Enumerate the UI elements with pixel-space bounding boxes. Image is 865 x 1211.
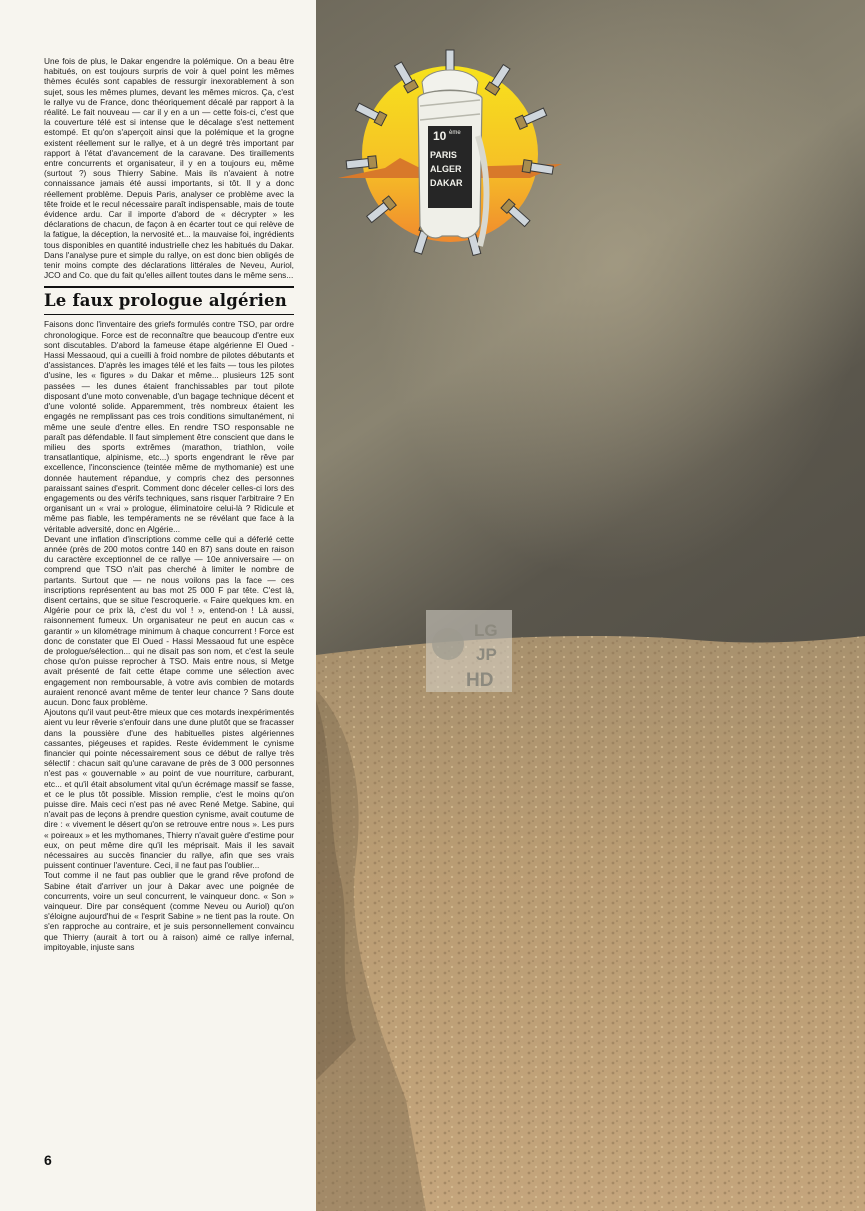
logo-superscript: ème [449, 130, 461, 136]
logo-line-paris: PARIS [430, 150, 457, 160]
logo-number: 10 [433, 129, 447, 143]
watermark-line-3: HD [466, 670, 494, 691]
watermark-line-2: JP [476, 645, 497, 664]
body-paragraph-4: Tout comme il ne faut pas oublier que le grand rêve profond de Sabine était d'arriver un jour à Dakar avec une poignée de concurrents, voire un seul concurrent, le vainqueur donc. « Son » vainqueur. Dire par conséquent (comme Neveu ou Auriol) qu'on s'éloigne aujourd'hui de « l'esprit Sabine » ne tient pas la route. On s'en rapproche au contraire, et je suis personnellement convaincu que Thierry (aurait à tort ou à raison) aimé ce rallye infernal, impitoyable, injuste sans [44, 870, 294, 952]
watermark-line-1: LG [474, 621, 498, 640]
logo-line-dakar: DAKAR [430, 178, 463, 188]
body-paragraph-1: Faisons donc l'inventaire des griefs formulés contre TSO, par ordre chronologique. Force est de reconnaître que beaucoup d'entre eux sont discutables. D'abord la fameuse étape algérienne El Oued - Hassi Messaoud, qui a cueilli à froid nombre de pilotes débutants et d'assistances. D'après les images télé et les faits — tous les pilotes d'usine, les « figures » du Dakar et même... plusieurs 125 sont passées — les dunes étaient franchissables par tout pilote disposant d'une moto convenable, d'un bagage technique décent et d'une volonté solide. Apparemment, très nombreux étaient les engagés ne remplissant pas ces trois conditions simultanément, ni même une seule d'entre elles. En rendre TSO responsable ne paraît pas défendable. Il faut simplement être conscient que dans le milieu des sports extrêmes (marathon, triathlon, voile transatlantique, alpinisme, etc...) sports engendrant le rêve par excellence, l'inconscience (teintée même de mythomanie) est une donnée hautement répandue, y compris chez des personnes paraissant saines d'esprit. Comment donc déceler celles-ci lors des engagements ou des vérifs techniques, sans risquer l'arbitraire ? En organisant un « vrai » prologue, éliminatoire celui-là ? Ridicule et même pas fiable, les tempéraments ne se révélant que face à la véritable adversité, donc en Algérie... [44, 319, 294, 534]
article-text-column [44, 56, 294, 1186]
intro-paragraph: Une fois de plus, le Dakar engendre la polémique. On a beau être habitués, on est toujours surpris de voir à quel point les mêmes thèmes éculés sont capables de ressurgir inexorablement à son sujet, sous les mêmes plumes, devant les mêmes micros. Ça, c'est le rallye vu de France, donc théoriquement décalé par rapport à la réalité. Le fait nouveau — car il y en a un — cette fois-ci, c'est que la couverture télé est si intense que le décalage s'est nettement estompé. Et qu'on s'aperçoit ainsi que la polémique et la grogne existent réellement sur le rallye, et à un degré très important par rapport à l'état d'avancement de la caravane. Des tiraillements entre concurrents et organisateur, il y en a toujours eu, même (surtout ?) sous Thierry Sabine. Mais ils n'avaient à notre connaissance jamais été aussi importants, si tôt. Il y a donc réellement problème. Depuis Paris, analyser ce problème avec la tête froide et le recul nécessaire paraît indispensable, mais de toute évidence ardu. Car il importe d'abord de « décrypter » les déclarations de chacun, de façon à en écarter tout ce qui relève de la fatigue, la déception, la nervosité et... la mauvaise foi, ingrédients tous disponibles en quantité industrielle chez les habitués du Dakar. Dans l'analyse pure et simple du rallye, on est donc bien obligés de tenir moins compte des déclarations littérales de Neveu, Auriol, JCO and Co. que du fait qu'elles aillent toutes dans le même sens... [44, 56, 294, 281]
body-paragraph-3: Ajoutons qu'il vaut peut-être mieux que ces motards inexpérimentés aient vu leur rêverie s'enfouir dans une dune plutôt que se fracasser dans la poussière d'une des habituelles pistes algériennes cassantes, piégeuses et rapides. Reste évidemment le cynisme financier qui pointe nécessairement sous ce début de rallye très sélectif : chacun sait qu'une caravane de près de 3 000 personnes n'est pas « gouvernable » au point de vue nourriture, carburant, etc... et qu'il était absolument vital qu'un écrémage massif se fasse, et ce le plus tôt possible. Mission remplie, c'est le moins qu'on puisse dire. Mais ceci n'est pas né avec René Metge. Sabine, qui n'avait pas de leçons à prendre question cynisme, avait coutume de dire : « vivement le désert qu'on se retrouve entre nous ». Les purs « poireaux » et les mythomanes, Thierry n'avait guère d'estime pour eux, on peut même dire qu'il les méprisait. Mais il les savait nécessaires au succès financier du rallye, afin que ses vrais puissent continuer l'aventure. Ceci, il ne faut pas l'oublier... [44, 707, 294, 871]
portrait-icon [432, 628, 464, 660]
section-heading: Le faux prologue algérien [44, 286, 294, 315]
page-number: 6 [44, 1152, 52, 1168]
scan-watermark [426, 610, 512, 692]
body-paragraph-2: Devant une inflation d'inscriptions comme celle qui a déferlé cette année (près de 200 motos contre 140 en 87) sans doute en raison du caractère exceptionnel de ce rallye — 10e anniversaire — on comprend que TSO n'ait pas cherché à limiter le nombre de partants. Surtout que — ne nous voilons pas la face — ces inscriptions représentent au bas mot 25 000 F par tête. C'est là, disent certains, que se situe l'escroquerie. « Faire quelques km. en Algérie pour ce prix là, c'est du vol ! », entend-on ! Là aussi, raisonnement fumeux. Un organisateur ne peut en aucun cas « garantir » un kilométrage minimum à chaque concurrent ! Force est donc de constater que El Oued - Hassi Messaoud fut une espèce de prologue/sélection... qui ne disait pas son nom, et c'est la seule chose qu'on puisse reprocher à TSO. Mais entre nous, si Metge avait présenté de fait cette étape comme une sélection avec engagement non remboursable, à votre avis combien de motards auraient renoncé avant même de tenter leur chance ? Sans doute aucun. Donc faux problème. [44, 533, 294, 707]
paris-alger-dakar-logo [330, 36, 570, 276]
logo-line-alger: ALGER [430, 164, 462, 174]
turban-figure-icon [418, 70, 487, 246]
